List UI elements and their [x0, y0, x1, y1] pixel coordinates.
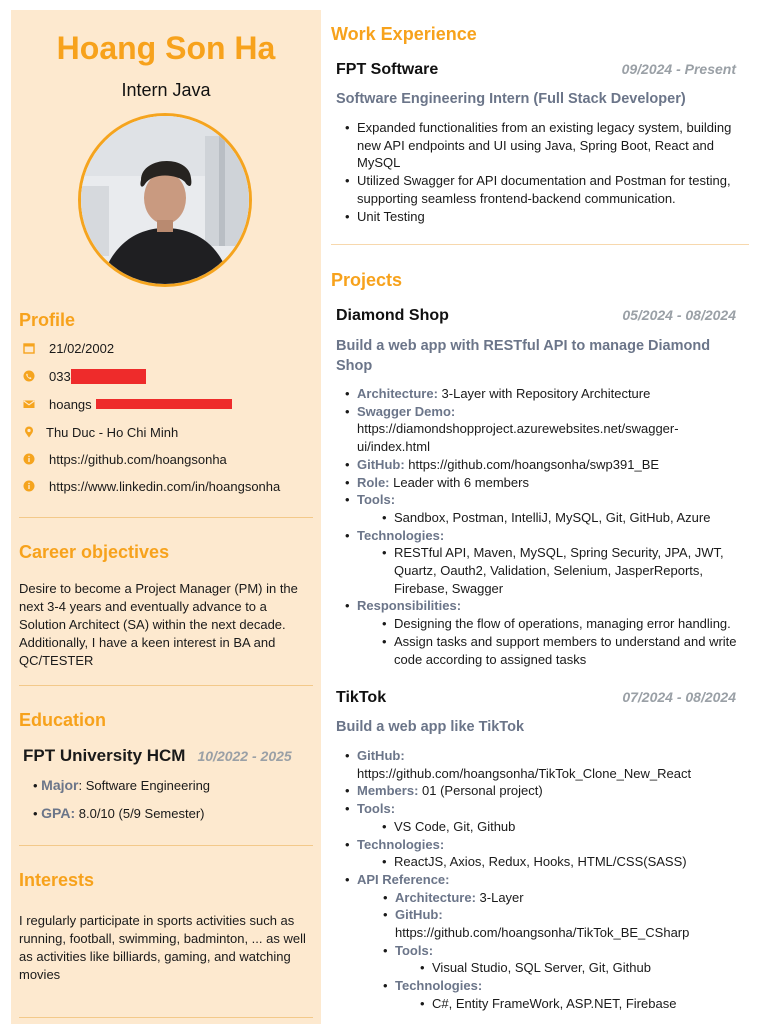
location-text: Thu Duc - Ho Chi Minh	[46, 424, 179, 440]
education-dates: 10/2022 - 2025	[197, 748, 292, 764]
project-diamond-name: Diamond Shop	[336, 307, 449, 324]
email-redaction	[96, 399, 232, 409]
detail-value: • VS Code, Git, Github	[382, 818, 750, 836]
gpa-value: 8.0/10 (5/9 Semester)	[75, 806, 205, 821]
detail-key: Role:	[357, 474, 390, 490]
project-diamond-dates: 05/2024 - 08/2024	[622, 307, 736, 323]
major-key: Major	[41, 777, 79, 793]
detail-value: • Visual Studio, SQL Server, Git, Github	[420, 959, 750, 977]
contact-phone	[23, 366, 146, 386]
contact-github[interactable]	[23, 449, 227, 469]
section-divider	[19, 845, 313, 846]
list-item: • Unit Testing	[345, 208, 750, 226]
detail-value: • ReactJS, Axios, Redux, Hooks, HTML/CSS(SASS)	[382, 853, 750, 871]
interests-heading: Interests	[19, 870, 95, 890]
detail-value: • RESTful API, Maven, MySQL, Spring Security, JPA, JWT, Quartz, Oauth2, Validation, Selenium, JasperReports, Firebase, Swagger	[382, 544, 750, 597]
email-text: hoangs	[49, 396, 92, 412]
education-major: • Major: Software Engineering	[33, 777, 211, 793]
section-divider	[331, 244, 749, 245]
detail-key: Tools:	[357, 492, 396, 508]
detail-key: Architecture:	[395, 889, 476, 905]
project-diamond-details	[345, 385, 750, 668]
section-divider	[19, 1017, 313, 1018]
contact-location	[23, 422, 178, 442]
profile-section	[19, 310, 313, 331]
education-header	[23, 746, 313, 766]
detail-key: GitHub:	[395, 907, 443, 923]
list-item: • Designing the flow of operations, managing error handling.	[382, 615, 750, 633]
detail-key: Members:	[357, 783, 419, 799]
detail-key: API Reference:	[357, 871, 450, 887]
candidate-role: Intern Java	[121, 80, 211, 100]
candidate-name: Hoang Son Ha	[56, 30, 276, 66]
detail-key: GitHub:	[357, 748, 405, 763]
list-item: • Assign tasks and support members to understand and write code according to assigned tasks	[382, 633, 750, 668]
info-icon	[23, 480, 35, 492]
phone-text: 033	[49, 368, 71, 384]
github-repo-link[interactable]: https://github.com/hoangsonha/TikTok_BE_CSharp	[395, 925, 690, 941]
project-tiktok-details	[345, 747, 750, 1013]
education-section	[19, 710, 313, 731]
calendar-icon	[23, 342, 35, 354]
list-item: • Expanded functionalities from an existing legacy system, building new API endpoints and UI using Java, Spring Boot, React and MySQL	[345, 119, 750, 172]
email-icon	[23, 398, 35, 410]
info-icon	[23, 453, 35, 465]
swagger-link[interactable]: https://diamondshopproject.azurewebsites.net/swagger-ui/index.html	[357, 421, 679, 455]
github-repo-link[interactable]: https://github.com/hoangsonha/swp391_BE	[404, 456, 660, 472]
project-tiktok-header	[336, 689, 736, 711]
work-bullets	[345, 119, 750, 225]
detail-value: • C#, Entity FrameWork, ASP.NET, Firebase	[420, 995, 750, 1013]
linkedin-link[interactable]: https://www.linkedin.com/in/hoangsonha	[49, 478, 281, 494]
career-section	[19, 542, 313, 670]
list-item: • Utilized Swagger for API documentation and Postman for testing, supporting seamless frontend-backend communication.	[345, 172, 750, 207]
career-heading: Career objectives	[19, 542, 170, 562]
gpa-key: GPA:	[41, 805, 76, 821]
major-value: : Software Engineering	[78, 778, 211, 793]
section-divider	[19, 517, 313, 518]
work-dates: 09/2024 - Present	[621, 61, 736, 77]
detail-value: 01 (Personal project)	[418, 783, 543, 799]
detail-key: Technologies:	[357, 836, 445, 852]
detail-value: 3-Layer	[475, 889, 524, 905]
contact-birthdate	[23, 338, 114, 358]
education-gpa: • GPA: 8.0/10 (5/9 Semester)	[33, 805, 205, 821]
detail-key: Architecture:	[357, 386, 438, 401]
projects-heading: Projects	[331, 270, 403, 290]
section-divider	[19, 685, 313, 686]
education-school: FPT University HCM	[23, 746, 186, 765]
education-heading: Education	[19, 710, 107, 730]
phone-icon	[23, 370, 35, 382]
project-tiktok-dates: 07/2024 - 08/2024	[622, 689, 736, 705]
birthdate-text: 21/02/2002	[49, 340, 115, 356]
work-position: Software Engineering Intern (Full Stack Developer)	[336, 91, 686, 107]
profile-photo	[81, 116, 249, 284]
career-text: Desire to become a Project Manager (PM) in the next 3-4 years and eventually advance to a Solution Architect (SA) within the next decade. Additionally, I have a keen interest in BA and QC/TESTER	[19, 581, 298, 668]
detail-key: Tools:	[357, 801, 396, 817]
github-repo-link[interactable]: https://github.com/hoangsonha/TikTok_Clone_New_React	[357, 765, 692, 781]
contact-email	[23, 394, 232, 414]
profile-heading: Profile	[19, 310, 76, 330]
detail-key: Technologies:	[395, 978, 483, 994]
project-tiktok-summary: Build a web app like TikTok	[336, 719, 525, 735]
project-diamond-summary: Build a web app with RESTful API to manage Diamond Shop	[336, 338, 711, 374]
work-heading: Work Experience	[331, 24, 477, 44]
github-link[interactable]: https://github.com/hoangsonha	[49, 451, 227, 467]
location-icon	[23, 426, 35, 438]
avatar	[78, 113, 252, 287]
detail-key: Tools:	[395, 942, 434, 958]
project-diamond-header	[336, 307, 736, 329]
interests-text: I regularly participate in sports activities such as running, football, swimming, badminton, ... as well as activities like billiards, gaming, and watching movies	[19, 913, 306, 982]
work-company: FPT Software	[336, 61, 439, 78]
detail-key: Technologies:	[357, 527, 445, 543]
detail-key: Swagger Demo:	[357, 403, 456, 419]
work-header	[336, 61, 736, 83]
detail-value: Leader with 6 members	[389, 474, 529, 490]
detail-key: GitHub:	[357, 456, 405, 472]
interests-section	[19, 870, 313, 984]
phone-redaction	[71, 369, 146, 384]
project-tiktok-name: TikTok	[336, 689, 387, 706]
detail-value: 3-Layer with Repository Architecture	[437, 386, 651, 401]
contact-linkedin[interactable]	[23, 476, 280, 496]
detail-key: Responsibilities:	[357, 598, 462, 614]
detail-value: • Sandbox, Postman, IntelliJ, MySQL, Git, GitHub, Azure	[382, 509, 750, 527]
